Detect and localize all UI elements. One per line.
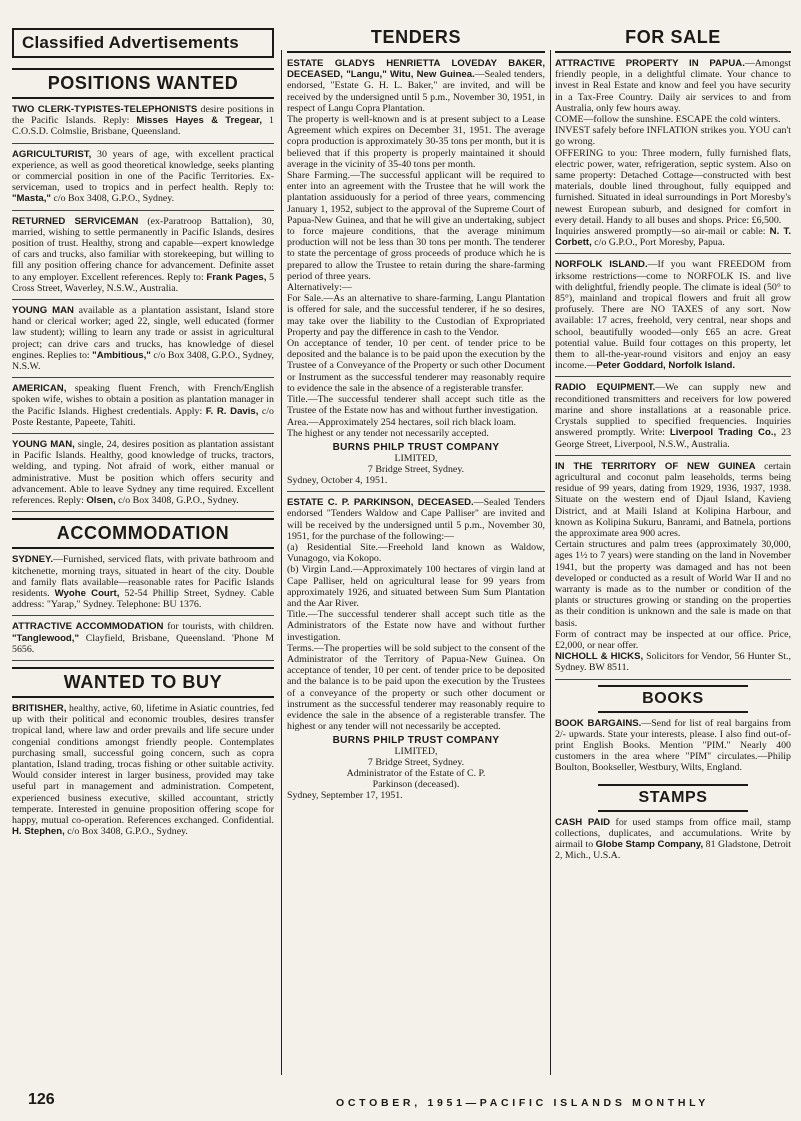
ad-lead: AMERICAN, <box>12 383 67 395</box>
classified-ad <box>12 549 274 616</box>
ad-body: —Send for list of real bargains from 2/- upwards. State your interests, please. I also find out-of-print English Books. Mention "PIM." Nearly 400 customers in the area where "PIM" circulates.—Philip Boulton, Bookseller, Westbury, Wilts, England. <box>555 717 791 774</box>
ad-lead: TWO CLERK-TYPISTES-TELEPHONISTS <box>12 104 198 115</box>
ad-lead: ATTRACTIVE PROPERTY IN PAPUA. <box>555 58 745 69</box>
tender-text: —Sealed tenders, endorsed, "Estate G. H. L. Baker," are invited, and will be received by the undersigned until 5 p.m., November 30, 1951, in respect of Langu Copra Plantation. <box>287 69 545 114</box>
ad-lead: BRITISHER, <box>12 702 67 714</box>
ad-text <box>12 149 274 205</box>
tender-lead: ESTATE GLADYS HENRIETTA LOVEDAY BAKER, DECEASED, "Langu," Witu, New Guinea. <box>287 58 545 81</box>
column-divider <box>281 50 282 1075</box>
stamps-list <box>555 812 791 867</box>
tender-text: Terms.—The properties will be sold subject to the consent of the Administrator of the Territory of Papua-New Guinea. On acceptance of tender, 10 per cent. of tender price to be deposited and the balance is to be paid upon the execution by the Trustees of a conveyance of the property or such other document or instrument as the successful tenderer may reasonably require to evidence the sale in the absence of a registerable transfer. The highest or any tender will not necessarily be accepted. <box>287 642 545 733</box>
classified-ad <box>555 254 791 377</box>
ad-contact: Olsen, <box>86 495 116 507</box>
ad-text <box>555 259 791 371</box>
classified-ad <box>555 713 791 779</box>
classified-ad <box>12 99 274 144</box>
for-sale-list <box>555 53 791 680</box>
ad-lead: BOOK BARGAINS. <box>555 717 642 729</box>
ad-text <box>555 58 791 248</box>
column-tenders <box>287 0 545 807</box>
ad-tail: c/o Box 3408, G.P.O., Sydney. <box>64 826 188 838</box>
ad-lead: RETURNED SERVICEMAN <box>12 215 139 227</box>
ad-contact: F. R. Davis, <box>205 405 259 417</box>
classified-ad <box>12 434 274 512</box>
classified-ad <box>555 812 791 867</box>
tender-date: Sydney, October 4, 1951. <box>287 474 388 486</box>
ad-contact: Misses Hayes & Tregear, <box>136 115 263 127</box>
ad-body: 30 years of age, with excellent practical experience, as well as good theoretical knowledge, seeks planting or commercial position in one of the Pacific Territories. Ex-serviceman, used to tropics and in perfect health. Reply to: <box>12 148 274 194</box>
ad-tail: 1 C.O.S.D. Colmslie, Brisbane, Queensland. <box>12 115 274 138</box>
ad-tail: Solicitors for Vendor, 56 Hunter St., Sydney. BW 8511. <box>555 651 791 674</box>
ad-contact: H. Stephen, <box>12 826 65 838</box>
tender-paragraph <box>287 114 545 170</box>
ad-text <box>12 621 274 655</box>
wanted-list <box>12 698 274 842</box>
ad-lead: IN THE TERRITORY OF NEW GUINEA <box>555 460 756 472</box>
positions-list <box>12 99 274 512</box>
signature-line: Administrator of the Estate of C. P. <box>346 768 486 780</box>
ad-body: —Furnished, serviced flats, with private bathroom and kitchenette, morning trays, situated in heart of the city. Double and family flats available—reasonable rates for Pacific Islands residents. <box>12 554 274 599</box>
classified-ad <box>555 456 791 680</box>
books-list <box>555 713 791 779</box>
section-tenders: TENDERS <box>287 24 545 53</box>
classified-ad <box>555 53 791 254</box>
column-for-sale <box>555 0 791 866</box>
ad-lead: YOUNG MAN, <box>12 439 75 451</box>
tender-paragraph <box>287 497 545 542</box>
ad-text <box>12 216 274 294</box>
ad-tail: c/o Box 3408, G.P.O., Sydney. <box>115 495 239 507</box>
tender-paragraph <box>287 293 545 338</box>
signature-line: Parkinson (deceased). <box>372 779 460 791</box>
classified-ad <box>12 300 274 378</box>
ad-text <box>555 718 791 774</box>
ad-contact: Wyohe Court, <box>54 587 120 599</box>
section-positions-wanted: POSITIONS WANTED <box>12 68 274 99</box>
ad-text <box>12 383 274 428</box>
tender-text: Alternatively:— <box>287 282 352 294</box>
tender-text: On acceptance of tender, 10 per cent. of tender price to be deposited and the balance is to be paid upon the execution by the Trustee of a Conveyance of the Property or such other Document or Instrument as the successful tenderer may reasonably require to evidence the sale in the absence of a registerable transfer. <box>287 338 545 394</box>
ad-body: speaking fluent French, with French/English spoken wife, wishes to obtain a position as plantation manager in the Pacific Islands. Highest credentials. Apply: <box>12 383 274 417</box>
tender-text: Area.—Approximately 254 hectares, soil rich black loam. <box>287 416 516 428</box>
ad-body: healthy, active, 60, lifetime in Asiatic countries, fed up with their political and economic troubles, desires transfer tropical land, where law and order prevails and life secure under congenial conditions amongst friendly people. Contemplates purchasing small, successful going concern, such as copra plantation, Island trading, trocas fishing or other suitable activity. Would consider interest in larger business, provided may take useful part in management and administration. Competent, experienced business executive, skilled accountant, strictly temperate. Interested in genuine proposition offering scope for happy, mutual co-operation. References exchanged. Confidential. <box>12 702 274 826</box>
ad-tail: 81 Gladstone, Detroit 2, Mich., U.S.A. <box>555 838 792 862</box>
ad-contact: Peter Goddard, Norfolk Island. <box>596 360 736 372</box>
signature-line: LIMITED, <box>394 746 438 758</box>
ad-body: (ex-Paratroop Battalion), 30, married, wishing to settle permanently in Pacific Islands, desires position of trust. Healthy, strong and capable—expert knowledge of cars and trucks, also familiar with storekeeping, but willing to fill any position offering chance for advancement. Definite asset to any employer. Excellent references. Reply to: <box>12 215 275 283</box>
tender-paragraph <box>287 609 545 643</box>
ad-text <box>555 461 791 674</box>
accommodation-list <box>12 549 274 661</box>
tender-text: The property is well-known and is at present subject to a Lease Agreement which expires on December 31, 1951. The average copra production is approximately 30-35 tons per month, but it is believed that if this property is properly maintained it should average in the vicinity of 35-40 tons per month. <box>287 114 545 170</box>
tender-paragraph <box>287 643 545 733</box>
ad-lead: AGRICULTURIST, <box>12 148 92 160</box>
classified-ad <box>12 616 274 661</box>
ad-text <box>12 554 274 610</box>
signature-line: BURNS PHILP TRUST COMPANY <box>332 735 500 747</box>
signature-line: 7 Bridge Street, Sydney. <box>367 463 465 475</box>
ad-contact: Frank Pages, <box>206 271 267 283</box>
tender-paragraph <box>287 58 545 114</box>
column-positions <box>12 0 274 842</box>
ad-lead: NORFOLK ISLAND. <box>555 259 648 271</box>
ad-body: certain agricultural and coconut palm leaseholds, terms being residue of 99 years, dating from 1929, 1936, 1937, 1938. Situate on the western end of Djaul Island, Kavieng District, and at Maili Island at Kolipina Harbour, and known as Kolipina Sukuru, Banrami, and Batnela, portions the approximate area 900 acres. Certain structures and palm trees (approximately 30,000, ages 1½ to 7 years) were standing on the land in November 1941, but the property was damaged and has not been developed or conducted as a result of World War II and no warranty is made as to the number or condition of the plants or structures growing or standing on the properties as their condition is unknown and the sale is made on that basis. Form of contract may be inspected at our office. Price, £2,000, or near offer. <box>555 460 791 651</box>
tender-ad <box>287 492 545 806</box>
tender-signature <box>287 442 545 475</box>
classified-ad <box>12 698 274 842</box>
section-stamps: STAMPS <box>598 784 748 812</box>
ad-contact: "Ambitious," <box>92 349 151 361</box>
tender-paragraph <box>287 417 545 428</box>
tender-signature <box>287 735 545 790</box>
tenders-list <box>287 53 545 807</box>
page-title: Classified Advertisements <box>12 28 274 58</box>
section-accommodation: ACCOMMODATION <box>12 518 274 549</box>
ad-contact: "Tanglewood," <box>12 632 80 644</box>
signature-line: BURNS PHILP TRUST COMPANY <box>332 441 500 453</box>
ad-contact: Globe Stamp Company, <box>595 838 704 850</box>
ad-text <box>12 305 274 372</box>
ad-text <box>12 439 274 506</box>
ad-body: available as a plantation assistant, Island store hand or clerical worker; aged 22, single, well educated (former law student); willing to learn any trade or assist in agricultural project; can drive cars and trucks, has knowledge of diesel engines. Replies to: <box>12 305 274 361</box>
ad-tail: c/o Box 3408, G.P.O., Sydney. <box>50 193 175 205</box>
ad-lead: RADIO EQUIPMENT. <box>555 382 656 394</box>
ad-tail: 23 George Street, Liverpool, N.S.W., Australia. <box>555 427 791 450</box>
ad-tail: c/o Poste Restante, Papeete, Tahiti. <box>12 405 274 428</box>
tender-paragraph <box>287 542 545 564</box>
tender-text: The highest or any tender not necessarily accepted. <box>287 427 489 439</box>
tender-text: Share Farming.—The successful applicant will be required to enter into an agreement with the Trustee that he will work the plantation assiduously for a period of three years, commencing January 1, 1952, subject to the approval of the Supreme Court of Papua-New Guinea, and that he will give an undertaking, subject to force majeure conditions, that the average minimum production will not be less than 30 tons per month. The tenderer to state the percentage of gross proceeds of produce which he is prepared to allow the Trustee to retain during the share-farming period of three years. <box>287 170 545 282</box>
ad-tail: 5 Cross Street, Waverley, N.S.W., Australia. <box>12 271 275 294</box>
ad-text <box>12 104 274 138</box>
ad-contact: N. T. Corbett, <box>555 226 791 249</box>
ad-tail: c/o G.P.O., Port Moresby, Papua. <box>591 237 725 249</box>
ad-body: —If you want FREEDOM from irksome restrictions—come to NORFOLK IS. and live with delightful, friendly people. The climate is ideal (50° to 85°), mainland and tropical flowers and fruit all grow profusely. There are NO TAXES of any sort. Now available: 17 acres, freehold, very central, near shops and school, beautifully wooded—only £65 an acre. Great potential value. Build four cottages on this property, let them to all-the-year-round visitors and enjoy an easy income.— <box>555 259 791 372</box>
tender-text: For Sale.—As an alternative to share-farming, Langu Plantation is offered for sale, and the successful tenderer, if he so desires, may take over the liability to the Custodian of Expropriated Property and pay the difference in cash to the Vendor. <box>287 293 545 338</box>
ad-body: for used stamps from office mail, stamp collections, duplicates, and accumulations. Write by airmail to <box>555 816 791 850</box>
ad-text <box>555 382 791 449</box>
ad-tail: c/o Box 3408, G.P.O., Sydney, N.S.W. <box>12 349 274 373</box>
ad-body: single, 24, desires position as plantation assistant in Pacific Islands. Healthy, good knowledge of trucks, tractors, welding, and typing. Not afraid of work, either manual or administrative. Must be position which offers security and advancement. Able to leave Sydney any time required. Excellent references. Reply: <box>12 439 275 507</box>
tender-paragraph <box>287 170 545 282</box>
ad-lead: CASH PAID <box>555 816 611 828</box>
tender-text: Title.—The successful tenderer shall accept such title as the Trustee of the Estate now has and without further investigation. <box>287 394 545 417</box>
section-wanted-to-buy: WANTED TO BUY <box>12 667 274 698</box>
tender-paragraph <box>287 564 545 609</box>
signature-line: LIMITED, <box>394 452 438 464</box>
ad-body: for tourists, with children. <box>163 621 274 633</box>
section-books: BOOKS <box>598 685 748 713</box>
classified-ad <box>12 378 274 434</box>
ad-text <box>12 703 274 837</box>
tender-paragraph <box>287 282 545 293</box>
tender-text: Title.—The successful tenderer shall accept such title as the Administrators of the Estate now have and without further investigation. <box>287 609 545 643</box>
tender-paragraph <box>287 338 545 394</box>
ad-lead: YOUNG MAN <box>12 305 74 317</box>
classified-ad <box>555 377 791 455</box>
column-divider <box>550 50 551 1075</box>
ad-lead: ATTRACTIVE ACCOMMODATION <box>12 621 164 633</box>
ad-contact: "Masta," <box>12 193 51 205</box>
classified-ad <box>12 211 274 300</box>
ad-contact: Liverpool Trading Co., <box>669 427 777 439</box>
running-footer: OCTOBER, 1951—PACIFIC ISLANDS MONTHLY <box>336 1097 709 1109</box>
tender-lead: ESTATE C. P. PARKINSON, DECEASED. <box>287 497 474 509</box>
ad-contact: NICHOLL & HICKS, <box>555 651 644 663</box>
ad-body: —Amongst friendly people, in a delightful climate. Your chance to invest in Real Estate and know and feel you have security in a Tax-Free Country. Daily air services to and from Australia, only few hours away. COME—follow the sunshine. ESCAPE the cold winters. INVEST safely before INFLATION strikes you. YOU can't go wrong. OFFERING to you: Three modern, fully furnished flats, electric power, water, refrigeration, septic system. Also on same property: Detached Cottage—constructed with best materials, double lined throughout, fully equipped and furnished. Situated in ideal surroundings in Port Moresby's newest European suburb, and designed for comfort in every detail. Handy to all buses and shops. Price: £6,500. Inquiries answered promptly—so air-mail or cable: <box>555 58 791 238</box>
classified-ad <box>12 144 274 211</box>
section-for-sale: FOR SALE <box>555 24 791 53</box>
tender-text: (b) Virgin Land.—Approximately 100 hectares of virgin land at Cape Palliser, held on agricultural lease for 99 years from approximately 1926, and situated between Sum Sum Plantation and the Aar River. <box>287 564 545 609</box>
ad-lead: SYDNEY. <box>12 554 54 566</box>
ad-tail: 52-54 Phillip Street, Sydney. Cable address: "Yarap," Sydney. Telephone: BU 1376. <box>12 587 274 611</box>
ad-body: desire positions in the Pacific Islands. Reply: <box>12 104 274 127</box>
signature-line: 7 Bridge Street, Sydney. <box>367 757 465 769</box>
ad-tail: Clayfield, Brisbane, Queensland. 'Phone M 5656. <box>12 632 274 655</box>
tender-text: —Sealed Tenders endorsed "Tenders Waldow and Cape Palliser" are invited and will be received by the undersigned until 5 p.m., November 30, 1951, for the purchase of the following:— <box>287 497 545 542</box>
page-number: 126 <box>28 1091 55 1108</box>
tender-ad <box>287 53 545 492</box>
ad-text <box>555 817 791 862</box>
tender-paragraph <box>287 394 545 416</box>
tender-text: (a) Residential Site.—Freehold land known as Waldow, Vunagogo, via Kokopo. <box>287 541 545 565</box>
tender-date: Sydney, September 17, 1951. <box>287 790 403 802</box>
tender-paragraph <box>287 428 545 439</box>
ad-body: —We can supply new and reconditioned transmitters and receivers for low powered marine and shore installations at a reasonable price. Crystals supplied to specified frequencies. Inquiries answered promptly. Write: <box>555 382 791 439</box>
